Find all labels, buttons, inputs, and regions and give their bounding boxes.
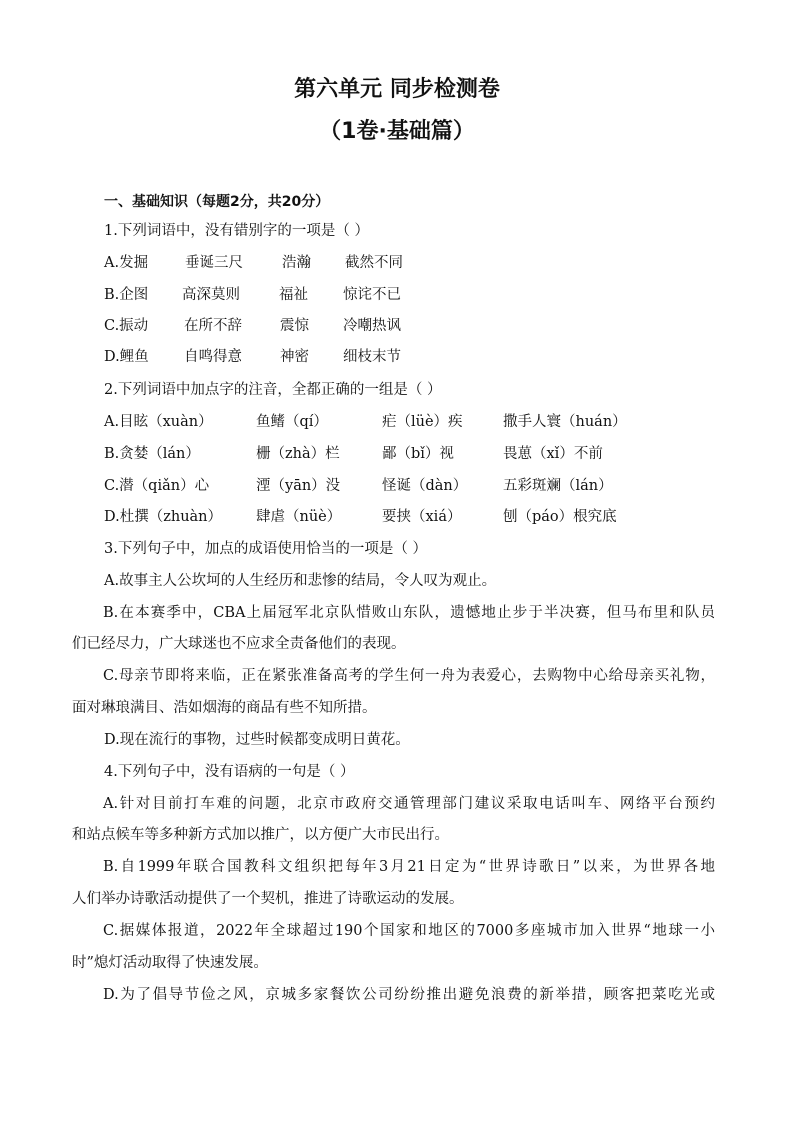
option-word: D.鲤鱼 — [104, 349, 149, 365]
question-stem: 2.下列词语中加点字的注音，全都正确的一组是（ ） — [104, 382, 442, 398]
option-a-line-1: A.针对目前打车难的问题，北京市政府交通管理部门建议采取电话叫车、网络平台预约 — [103, 796, 715, 812]
option-word: C.振动 — [104, 318, 149, 334]
option-word: 自鸣得意 — [184, 349, 242, 365]
question-stem: 4.下列句子中，没有语病的一句是（ ） — [104, 764, 355, 780]
option-word: 在所不辞 — [184, 318, 242, 334]
option-word: 高深莫则 — [182, 287, 240, 303]
option-word: 细枝末节 — [343, 349, 401, 365]
page-subtitle: （1卷·基础篇） — [319, 119, 475, 144]
option-word: 畏葸（xǐ）不前 — [503, 446, 603, 462]
question-stem: 1.下列词语中，没有错别字的一项是（ ） — [104, 223, 369, 239]
option-b-line-2: 人们举办诗歌活动提供了一个契机，推进了诗歌运动的发展。 — [72, 891, 464, 907]
option-word: 肆虐（nüè） — [256, 509, 342, 525]
option-word: 怪诞（dàn） — [382, 478, 468, 494]
option-d-line-1: D.为了倡导节俭之风，京城多家餐饮公司纷纷推出避免浪费的新举措，顾客把菜吃光或 — [103, 987, 715, 1003]
option-c-line-1: C.母亲节即将来临，正在紧张准备高考的学生何一舟为表爱心，去购物中心给母亲买礼物， — [103, 668, 715, 684]
option-word: 垂诞三尺 — [185, 255, 243, 271]
option-word: A.目眩（xuàn） — [104, 414, 213, 430]
option-word: 刨（páo）根究底 — [503, 509, 617, 525]
option-word: 浩瀚 — [282, 255, 311, 271]
option-d: D.现在流行的事物，过些时候都变成明日黄花。 — [104, 732, 410, 748]
option-c-line-2: 时”熄灯活动取得了快速发展。 — [72, 955, 268, 971]
option-b-line-1: B.在本赛季中，CBA上届冠军北京队惜败山东队，遗憾地止步于半决赛，但马布里和队员 — [103, 605, 715, 621]
option-word: 栅（zhà）栏 — [256, 446, 340, 462]
option-word: 撒手人寰（huán） — [503, 414, 627, 430]
option-word: 冷嘲热讽 — [343, 318, 401, 334]
option-c-line-2: 面对琳琅满目、浩如烟海的商品有些不知所措。 — [72, 700, 377, 716]
option-word: 惊诧不已 — [343, 287, 401, 303]
section-heading: 一、基础知识（每题2分，共20分） — [104, 194, 330, 210]
option-b-line-2: 们已经尽力，广大球迷也不应求全责备他们的表现。 — [72, 636, 406, 652]
option-word: 疟（lüè）疾 — [382, 414, 463, 430]
option-c-line-1: C.据媒体报道，2022年全球超过190个国家和地区的7000多座城市加入世界“地球一小 — [103, 923, 715, 939]
option-word: B.企图 — [104, 287, 149, 303]
option-word: 鱼鳍（qí） — [256, 414, 328, 430]
option-word: 五彩斑斓（lán） — [503, 478, 613, 494]
option-word: D.杜撰（zhuàn） — [104, 509, 223, 525]
question-stem: 3.下列句子中，加点的成语使用恰当的一项是（ ） — [104, 541, 427, 557]
option-word: 鄙（bǐ）视 — [382, 446, 454, 462]
option-word: A.发掘 — [104, 255, 149, 271]
option-a-line-2: 和站点候车等多种新方式加以推广，以方便广大市民出行。 — [72, 827, 449, 843]
option-word: 湮（yān）没 — [256, 478, 341, 494]
option-word: C.潜（qiǎn）心 — [104, 478, 210, 494]
option-a: A.故事主人公坎坷的人生经历和悲惨的结局，令人叹为观止。 — [104, 573, 497, 589]
option-b-line-1: B.自1999年联合国教科文组织把每年3月21日定为“世界诗歌日”以来，为世界各地 — [103, 859, 715, 875]
option-word: 要挟（xiá） — [382, 509, 462, 525]
option-word: 震惊 — [280, 318, 309, 334]
page-title: 第六单元 同步检测卷 — [294, 77, 500, 102]
option-word: 福祉 — [279, 287, 308, 303]
option-word: B.贪婪（lán） — [104, 446, 200, 462]
option-word: 神密 — [280, 349, 309, 365]
option-word: 截然不同 — [345, 255, 403, 271]
